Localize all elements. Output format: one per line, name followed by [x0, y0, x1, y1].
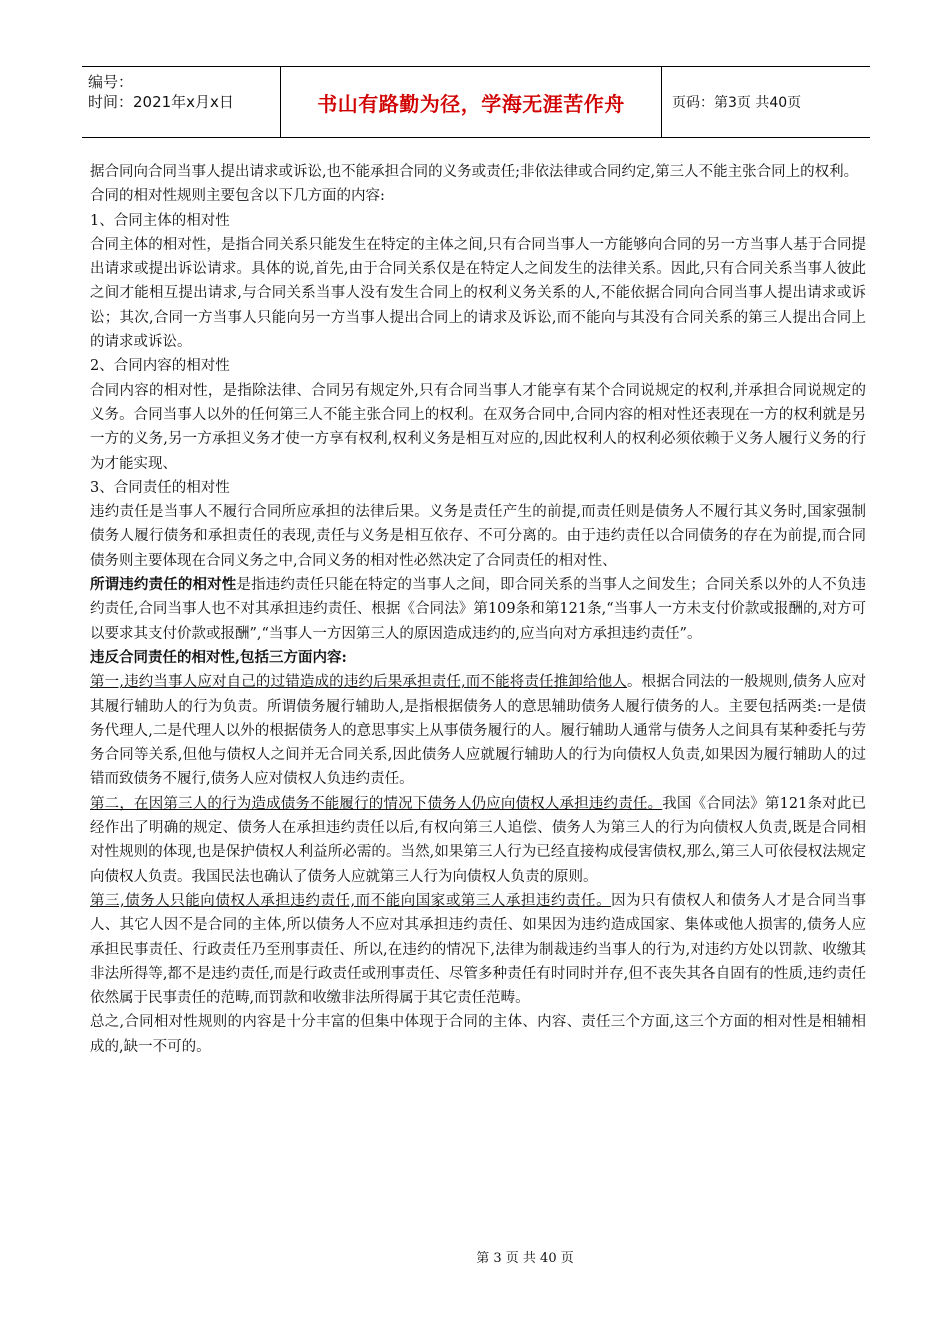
paragraph: 违约责任是当事人不履行合同所应承担的法律后果。义务是责任产生的前提,而责任则是债务人不履行其义务时,国家强制债务人履行债务和承担责任的表现,责任与义务是相互依存、不可分离的。由于违约责任以合同债务的存在为前提,而合同债务则主要体现在合同义务之中,合同义务的相对性必然决定了合同责任的相对性、 — [90, 504, 866, 569]
bold-term: 所谓违约责任的相对性 — [90, 576, 237, 594]
section-heading: 3、合同责任的相对性 — [90, 479, 230, 496]
section-heading: 1、合同主体的相对性 — [90, 212, 230, 229]
page-header — [82, 66, 870, 138]
footer-page-number: 第 3 页 共 40 页 — [476, 1251, 574, 1266]
paragraph: 据合同向合同当事人提出请求或诉讼,也不能承担合同的义务或责任;非依法律或合同约定,第三人不能主张合同上的权利。 — [90, 164, 859, 180]
paragraph — [90, 573, 866, 646]
section-heading: 2、合同内容的相对性 — [90, 358, 230, 375]
underlined-point: 第一,违约当事人应对自己的过错造成的违约后果承担责任,而不能将责任推卸给他人 — [90, 674, 627, 691]
document-date: 时间：2021年x月x日 — [88, 93, 234, 111]
page-footer — [0, 1247, 950, 1266]
document-body — [90, 160, 866, 1059]
underlined-point: 第三,债务人只能向债权人承担违约责任,而不能向国家或第三人承担违约责任。 — [90, 892, 612, 909]
paragraph-text: 因为只有债权人和债务人才是合同当事人、其它人因不是合同的主体,所以债务人不应对其承担违约责任、如果因为违约造成国家、集体或他人损害的,债务人应承担民事责任、行政责任乃至刑事责任、所以,在违约的情况下,法律为制裁违约当事人的行为,对违约方处以罚款、收缴其非法所得等,都不是违约责任,而是行政责任或刑事责任、尽管多种责任有时同时并存,但不丧失其各自固有的性质,违约责任依然属于民事责任的范畴,而罚款和收缴非法所得属于其它责任范畴。 — [90, 892, 867, 1007]
paragraph-text: 是指违约责任只能在特定的当事人之间，即合同关系的当事人之间发生；合同关系以外的人不负违约责任,合同当事人也不对其承担违约责任、根据《合同法》第109条和第121条,“当事人一方未支付价款或报酬的,对方可以要求其支付价款或报酬”,“当事人一方因第三人的原因造成违约的,应当向对方承担违约责任”。 — [90, 577, 867, 642]
header-motto: 书山有路勤为径，学海无涯苦作舟 — [281, 67, 662, 137]
paragraph-text: 我国《合同法》第121条对此已经作出了明确的规定、债务人在承担违约责任以后,有权向第三人追偿、债务人为第三人的行为向债权人负责,既是合同相对性规则的体现,也是保护债权人利益所必需的。当然,如果第三人行为已经直接构成侵害债权,那么,第三人可依侵权法规定向债权人负责。我国民法也确认了债务人应就第三人行为向债权人负责的原则。 — [90, 795, 866, 885]
paragraph: 合同主体的相对性，是指合同关系只能发生在特定的主体之间,只有合同当事人一方能够向合同的另一方当事人基于合同提出请求或提出诉讼请求。具体的说,首先,由于合同关系仅是在特定人之间发生的法律关系。因此,只有合同关系当事人彼此之间才能相互提出请求,与合同关系当事人没有发生合同上的权利义务关系的人,不能依据合同向合同当事人提出请求或诉讼；其次,合同一方当事人只能向另一方当事人提出合同上的请求及诉讼,而不能向与其没有合同关系的第三人提出合同上的请求或诉讼。 — [90, 236, 866, 351]
paragraph — [90, 670, 866, 791]
paragraph: 合同的相对性规则主要包含以下几方面的内容: — [90, 188, 385, 205]
paragraph — [90, 889, 866, 1010]
paragraph: 合同内容的相对性，是指除法律、合同另有规定外,只有合同当事人才能享有某个合同说规定的权利,并承担合同说规定的义务。合同当事人以外的任何第三人不能主张合同上的权利。在双务合同中,合同内容的相对性还表现在一方的权利就是另一方的义务,另一方承担义务才使一方享有权利,权利义务是相互对应的,因此权利人的权利必须依赖于义务人履行义务的行为才能实现、 — [90, 382, 866, 472]
bold-heading: 违反合同责任的相对性,包括三方面内容: — [90, 648, 347, 666]
paragraph: 总之,合同相对性规则的内容是十分丰富的但集中体现于合同的主体、内容、责任三个方面,这三个方面的相对性是相辅相成的,缺一不可的。 — [90, 1014, 866, 1055]
paragraph — [90, 792, 866, 889]
document-number-label: 编号： — [88, 73, 134, 91]
header-meta — [82, 67, 281, 137]
paragraph-text: 。根据合同法的一般规则,债务人应对其履行辅助人的行为负责。所谓债务履行辅助人,是指根据债务人的意思辅助债务人履行债务的人。主要包括两类:一是债务代理人,二是代理人以外的根据债务人的意思事实上从事债务履行的人。履行辅助人通常与债务人之间具有某种委托与劳务合同等关系,但他与债权人之间并无合同关系,因此债务人应就履行辅助人的行为向债权人负责,如果因为履行辅助人的过错而致债务不履行,债务人应对债权人负违约责任。 — [90, 674, 866, 788]
underlined-point: 第二，在因第三人的行为造成债务不能履行的情况下债务人仍应向债权人承担违约责任。 — [90, 795, 663, 812]
header-page-info: 页码：第3页 共40页 — [672, 95, 802, 111]
